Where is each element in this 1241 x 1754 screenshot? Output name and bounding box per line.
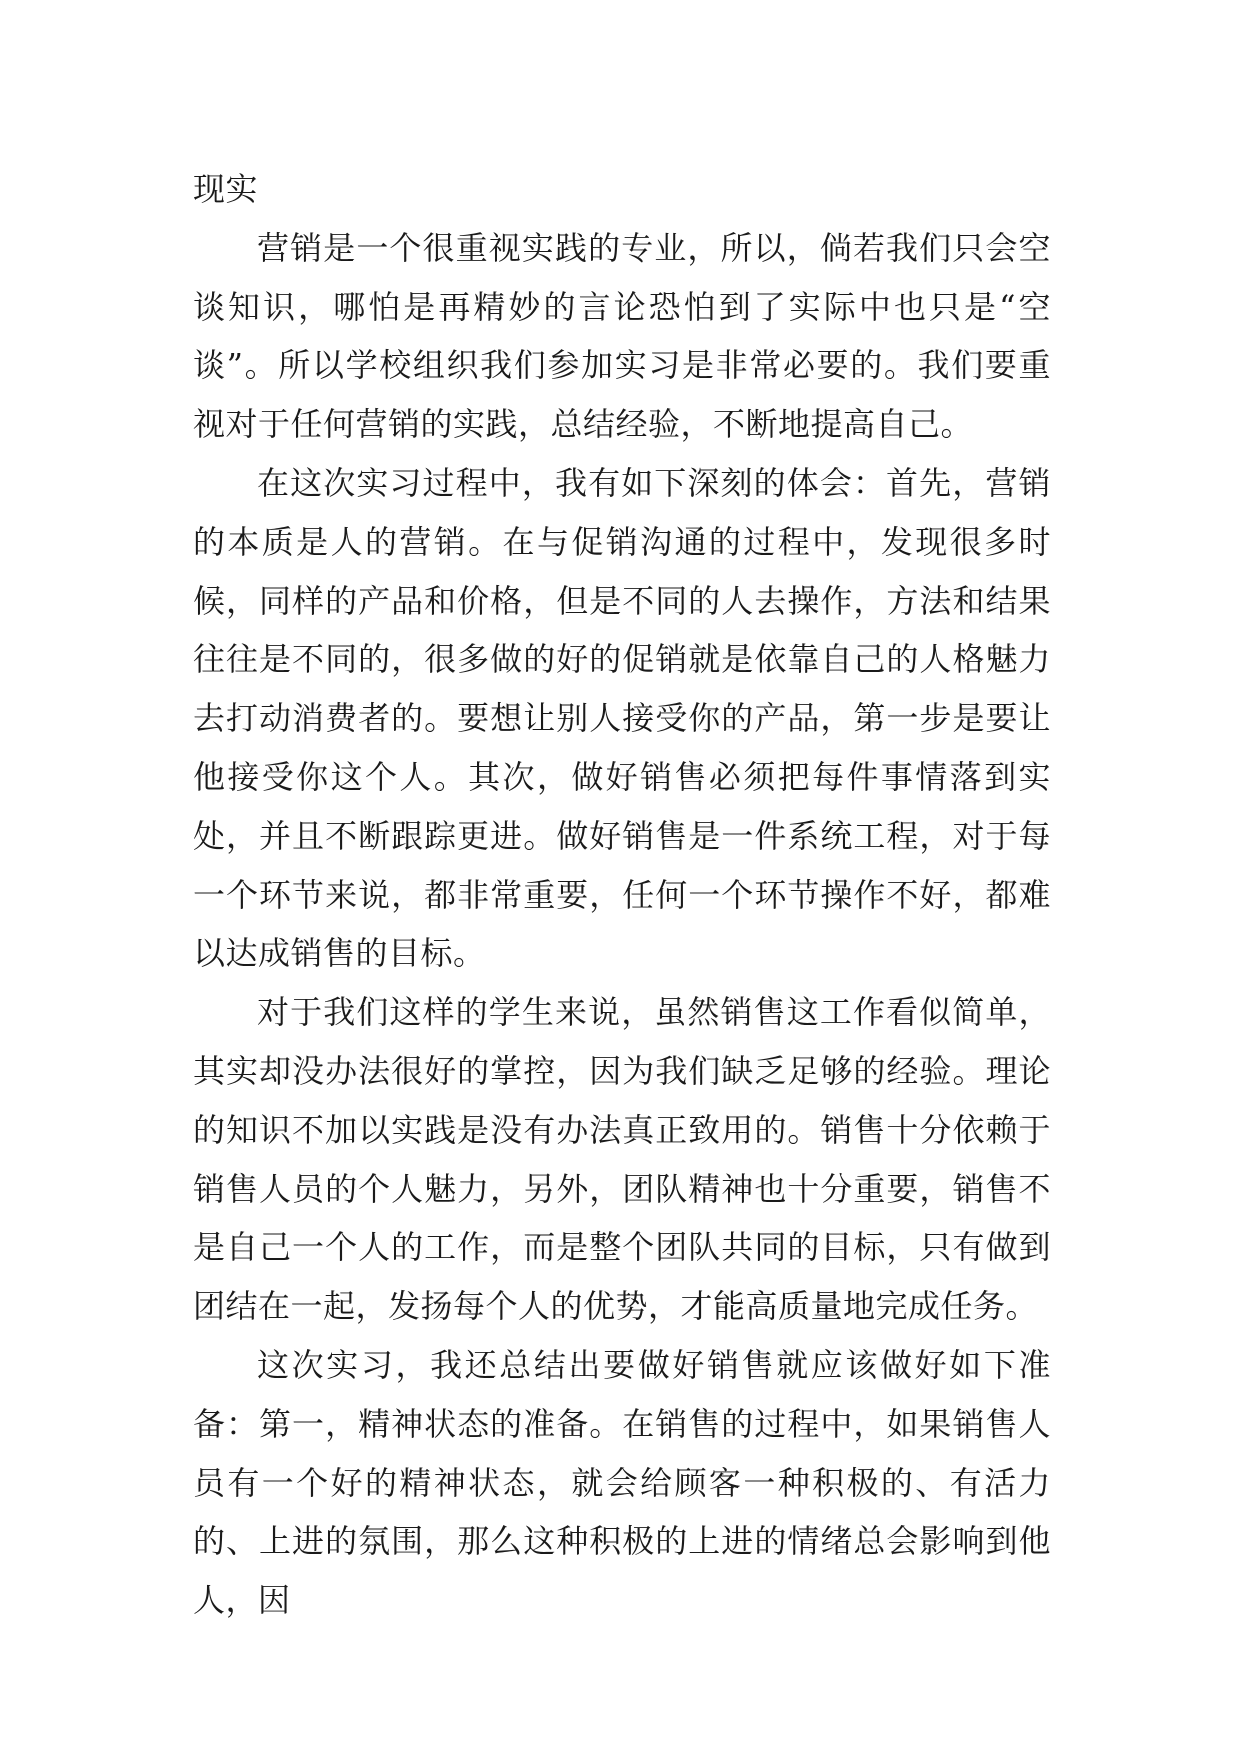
document-body — [193, 160, 1051, 1630]
paragraph-preparation: 这次实习，我还总结出要做好销售就应该做好如下准备：第一，精神状态的准备。在销售的过程中，如果销售人员有一个好的精神状态，就会给顾客一种积极的、有活力的、上进的氛围，那么这种积极的上进的情绪总会影响到他人，因 — [193, 1345, 1051, 1620]
paragraph-experience: 在这次实习过程中，我有如下深刻的体会：首先，营销的本质是人的营销。在与促销沟通的过程中，发现很多时候，同样的产品和价格，但是不同的人去操作，方法和结果往往是不同的，很多做的好的促销就是依靠自己的人格魅力去打动消费者的。要想让别人接受你的产品，第一步是要让他接受你这个人。其次，做好销售必须把每件事情落到实处，并且不断跟踪更进。做好销售是一件系统工程，对于每一个环节来说，都非常重要，任何一个环节操作不好，都难以达成销售的目标。 — [193, 463, 1051, 973]
paragraph-practice: 营销是一个很重视实践的专业，所以，倘若我们只会空谈知识，哪怕是再精妙的言论恐怕到了实际中也只是“空谈”。所以学校组织我们参加实习是非常必要的。我们要重视对于任何营销的实践，总结经验，不断地提高自己。 — [193, 228, 1051, 444]
paragraph-continuation: 现实 — [193, 170, 259, 208]
paragraph-students: 对于我们这样的学生来说，虽然销售这工作看似简单，其实却没办法很好的掌控，因为我们缺乏足够的经验。理论的知识不加以实践是没有办法真正致用的。销售十分依赖于销售人员的个人魅力，另外，团队精神也十分重要，销售不是自己一个人的工作，而是整个团队共同的目标，只有做到团结在一起，发扬每个人的优势，才能高质量地完成任务。 — [193, 993, 1051, 1326]
